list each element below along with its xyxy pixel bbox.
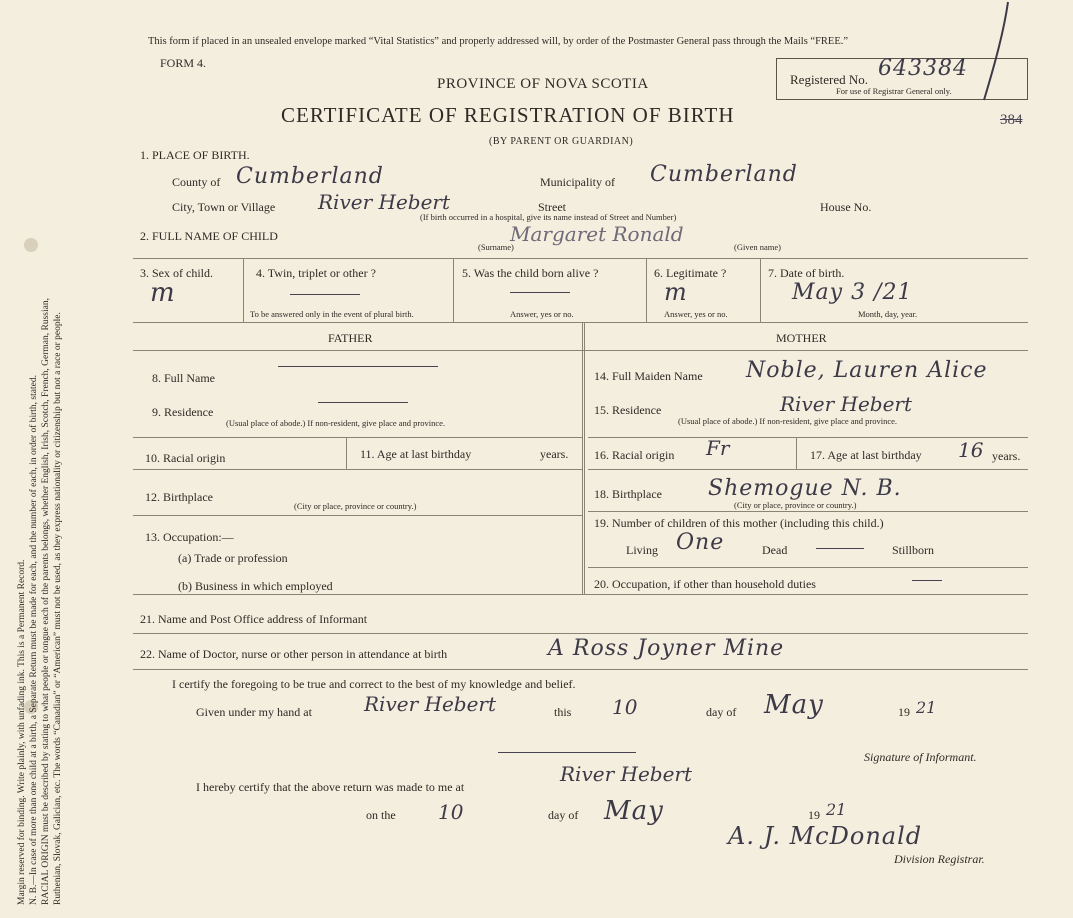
given-month: May <box>764 690 824 720</box>
city-value: River Hebert <box>318 190 451 214</box>
row-divider-5 <box>133 669 1028 670</box>
dob-value: May 3 /21 <box>792 280 913 305</box>
father-trade-label: (a) Trade or profession <box>178 551 288 565</box>
hereby-place: River Hebert <box>560 762 693 786</box>
father-birthplace-label: 12. Birthplace <box>145 490 213 504</box>
margin-note-line-4: Ruthenian, Slovak, Galician, etc. The words “Canadian” or “American” must not be used, as they express nationality or citizenship but not a race or people. <box>53 312 63 905</box>
place-of-birth-label: 1. PLACE OF BIRTH. <box>140 148 250 162</box>
father-row-line-2 <box>133 469 582 470</box>
father-business-label: (b) Business in which employed <box>178 579 333 593</box>
on-year-prefix: 19 <box>808 808 820 822</box>
dob-label: 7. Date of birth. <box>768 266 845 280</box>
father-mother-divider <box>582 322 585 594</box>
on-year-suffix: 21 <box>826 800 847 819</box>
father-occupation-label: 13. Occupation:— <box>145 530 234 544</box>
mother-age-label: 17. Age at last birthday <box>810 448 922 462</box>
mother-residence-value: River Hebert <box>780 392 913 416</box>
this-label: this <box>554 705 572 719</box>
doctor-label: 22. Name of Doctor, nurse or other person in attendance at birth <box>140 647 448 661</box>
alive-label: 5. Was the child born alive ? <box>462 266 599 280</box>
mother-birthplace-value: Shemogue N. B. <box>708 476 902 501</box>
mother-heading: MOTHER <box>776 331 827 345</box>
on-day: 10 <box>438 800 464 824</box>
father-row-line-3 <box>133 515 582 516</box>
certificate-title: CERTIFICATE OF REGISTRATION OF BIRTH <box>281 103 735 127</box>
sex-label: 3. Sex of child. <box>140 266 213 280</box>
mother-children-label: 19. Number of children of this mother (including this child.) <box>594 516 884 530</box>
heading-underline <box>133 350 1028 351</box>
father-residence-label: 9. Residence <box>152 405 214 419</box>
margin-note-line-1: Margin reserved for binding. Write plainly, with unfading ink. This is a Permanent Record. <box>17 559 27 905</box>
county-label: County of <box>172 175 221 189</box>
informant-label: 21. Name and Post Office address of Informant <box>140 612 368 626</box>
municipality-value: Cumberland <box>650 162 798 187</box>
living-value: One <box>676 530 725 555</box>
father-residence-note: (Usual place of abode.) If non-resident, give place and province. <box>226 418 446 428</box>
mother-residence-label: 15. Residence <box>594 403 662 417</box>
given-place: River Hebert <box>364 692 497 716</box>
hereby-label: I hereby certify that the above return was made to me at <box>196 780 465 794</box>
province-heading: PROVINCE OF NOVA SCOTIA <box>437 76 649 92</box>
dob-note: Month, day, year. <box>858 309 918 319</box>
top-notice: This form if placed in an unsealed envelope marked “Vital Statistics” and properly addressed will, by order of the Postmaster General pass through the Mails “FREE.” <box>148 36 849 47</box>
mother-racial-label: 16. Racial origin <box>594 448 675 462</box>
father-row-line-1 <box>133 437 582 438</box>
street-label: Street <box>538 200 566 214</box>
father-age-label: 11. Age at last birthday <box>360 447 472 461</box>
given-year-suffix: 21 <box>916 698 937 717</box>
child-name-value: Margaret Ronald <box>510 222 684 246</box>
legitimate-value: m <box>664 278 688 306</box>
alive-note: Answer, yes or no. <box>510 309 574 319</box>
form-number: FORM 4. <box>160 56 207 70</box>
margin-note-line-2: N. B.—In case of more than one child at a birth, a Separate Return must be made for each, and the number of each, in order of birth, stated. <box>29 375 39 905</box>
mother-maiden-label: 14. Full Maiden Name <box>594 369 703 383</box>
mother-racial-divider <box>796 437 797 469</box>
mother-maiden-value: Noble, Lauren Alice <box>746 358 988 383</box>
mother-birthplace-note: (City or place, province or country.) <box>734 500 857 510</box>
margin-note-line-3: RACIAL ORIGIN must be described by stating to what people or tongue each of the parents belongs, whether English, Irish, Scotch, French, German, Russian, <box>41 298 51 905</box>
city-label: City, Town or Village <box>172 200 276 214</box>
hospital-note: (If birth occurred in a hospital, give its name instead of Street and Number) <box>420 212 677 222</box>
stillborn-label: Stillborn <box>892 543 935 557</box>
mother-racial-value: Fr <box>706 436 730 460</box>
registered-label: Registered No. <box>790 72 868 87</box>
col-divider-c <box>646 258 647 322</box>
on-month: May <box>604 796 664 826</box>
given-year-prefix: 19 <box>898 705 910 719</box>
row-divider-2 <box>133 322 1028 323</box>
father-racial-label: 10. Racial origin <box>145 451 226 465</box>
father-birthplace-note: (City or place, province or country.) <box>294 501 417 511</box>
father-full-name-label: 8. Full Name <box>152 371 215 385</box>
informant-signature-line <box>498 752 636 753</box>
mother-residence-note: (Usual place of abode.) If non-resident, give place and province. <box>678 416 898 426</box>
father-name-dash <box>278 366 438 367</box>
mother-row-line-3 <box>588 511 1028 512</box>
doctor-value: A Ross Joyner Mine <box>548 636 785 661</box>
certify-text: I certify the foregoing to be true and correct to the best of my knowledge and belief. <box>172 677 576 691</box>
mother-birthplace-label: 18. Birthplace <box>594 487 662 501</box>
mother-age-value: 16 <box>958 438 984 462</box>
municipality-label: Municipality of <box>540 175 615 189</box>
registered-number: 643384 <box>878 56 968 81</box>
father-racial-divider <box>346 437 347 469</box>
legitimate-label: 6. Legitimate ? <box>654 266 727 280</box>
registered-sub: For use of Registrar General only. <box>836 86 952 96</box>
row-divider-4 <box>133 633 1028 634</box>
mother-occupation-dash <box>912 580 942 581</box>
col-divider-d <box>760 258 761 322</box>
father-years-label: years. <box>540 447 569 461</box>
row-divider-3 <box>133 594 1028 595</box>
given-name-label: (Given name) <box>734 242 781 252</box>
corner-number: 384 <box>1000 112 1023 128</box>
on-the-label: on the <box>366 808 396 822</box>
col-divider-a <box>243 258 244 322</box>
father-residence-dash <box>318 402 408 403</box>
registrar-signature: A. J. McDonald <box>728 822 923 850</box>
row-divider-1 <box>133 258 1028 259</box>
mother-years-label: years. <box>992 449 1021 463</box>
mother-occupation-label: 20. Occupation, if other than household duties <box>594 577 816 591</box>
full-name-label: 2. FULL NAME OF CHILD <box>140 229 278 243</box>
col-divider-b <box>453 258 454 322</box>
mother-row-line-2 <box>588 469 1028 470</box>
pen-stroke-mark <box>960 0 1020 110</box>
given-label: Given under my hand at <box>196 705 312 719</box>
twin-dash <box>290 294 360 295</box>
county-value: Cumberland <box>236 164 384 189</box>
signature-informant-label: Signature of Informant. <box>864 750 977 764</box>
dead-dash <box>816 548 864 549</box>
legitimate-note: Answer, yes or no. <box>664 309 728 319</box>
dead-label: Dead <box>762 543 788 557</box>
day-of-label: day of <box>706 705 737 719</box>
alive-dash <box>510 292 570 293</box>
sex-value: m <box>150 278 176 308</box>
on-day-of-label: day of <box>548 808 579 822</box>
twin-label: 4. Twin, triplet or other ? <box>256 266 376 280</box>
house-number-label: House No. <box>820 200 872 214</box>
margin-notes <box>16 25 64 905</box>
surname-label: (Surname) <box>478 242 514 252</box>
registrar-title: Division Registrar. <box>894 852 985 866</box>
given-day: 10 <box>612 695 638 719</box>
certificate-subtitle: (BY PARENT OR GUARDIAN) <box>489 136 634 147</box>
mother-row-line-4 <box>588 567 1028 568</box>
twin-note: To be answered only in the event of plural birth. <box>250 309 414 319</box>
living-label: Living <box>626 543 658 557</box>
father-heading: FATHER <box>328 331 373 345</box>
